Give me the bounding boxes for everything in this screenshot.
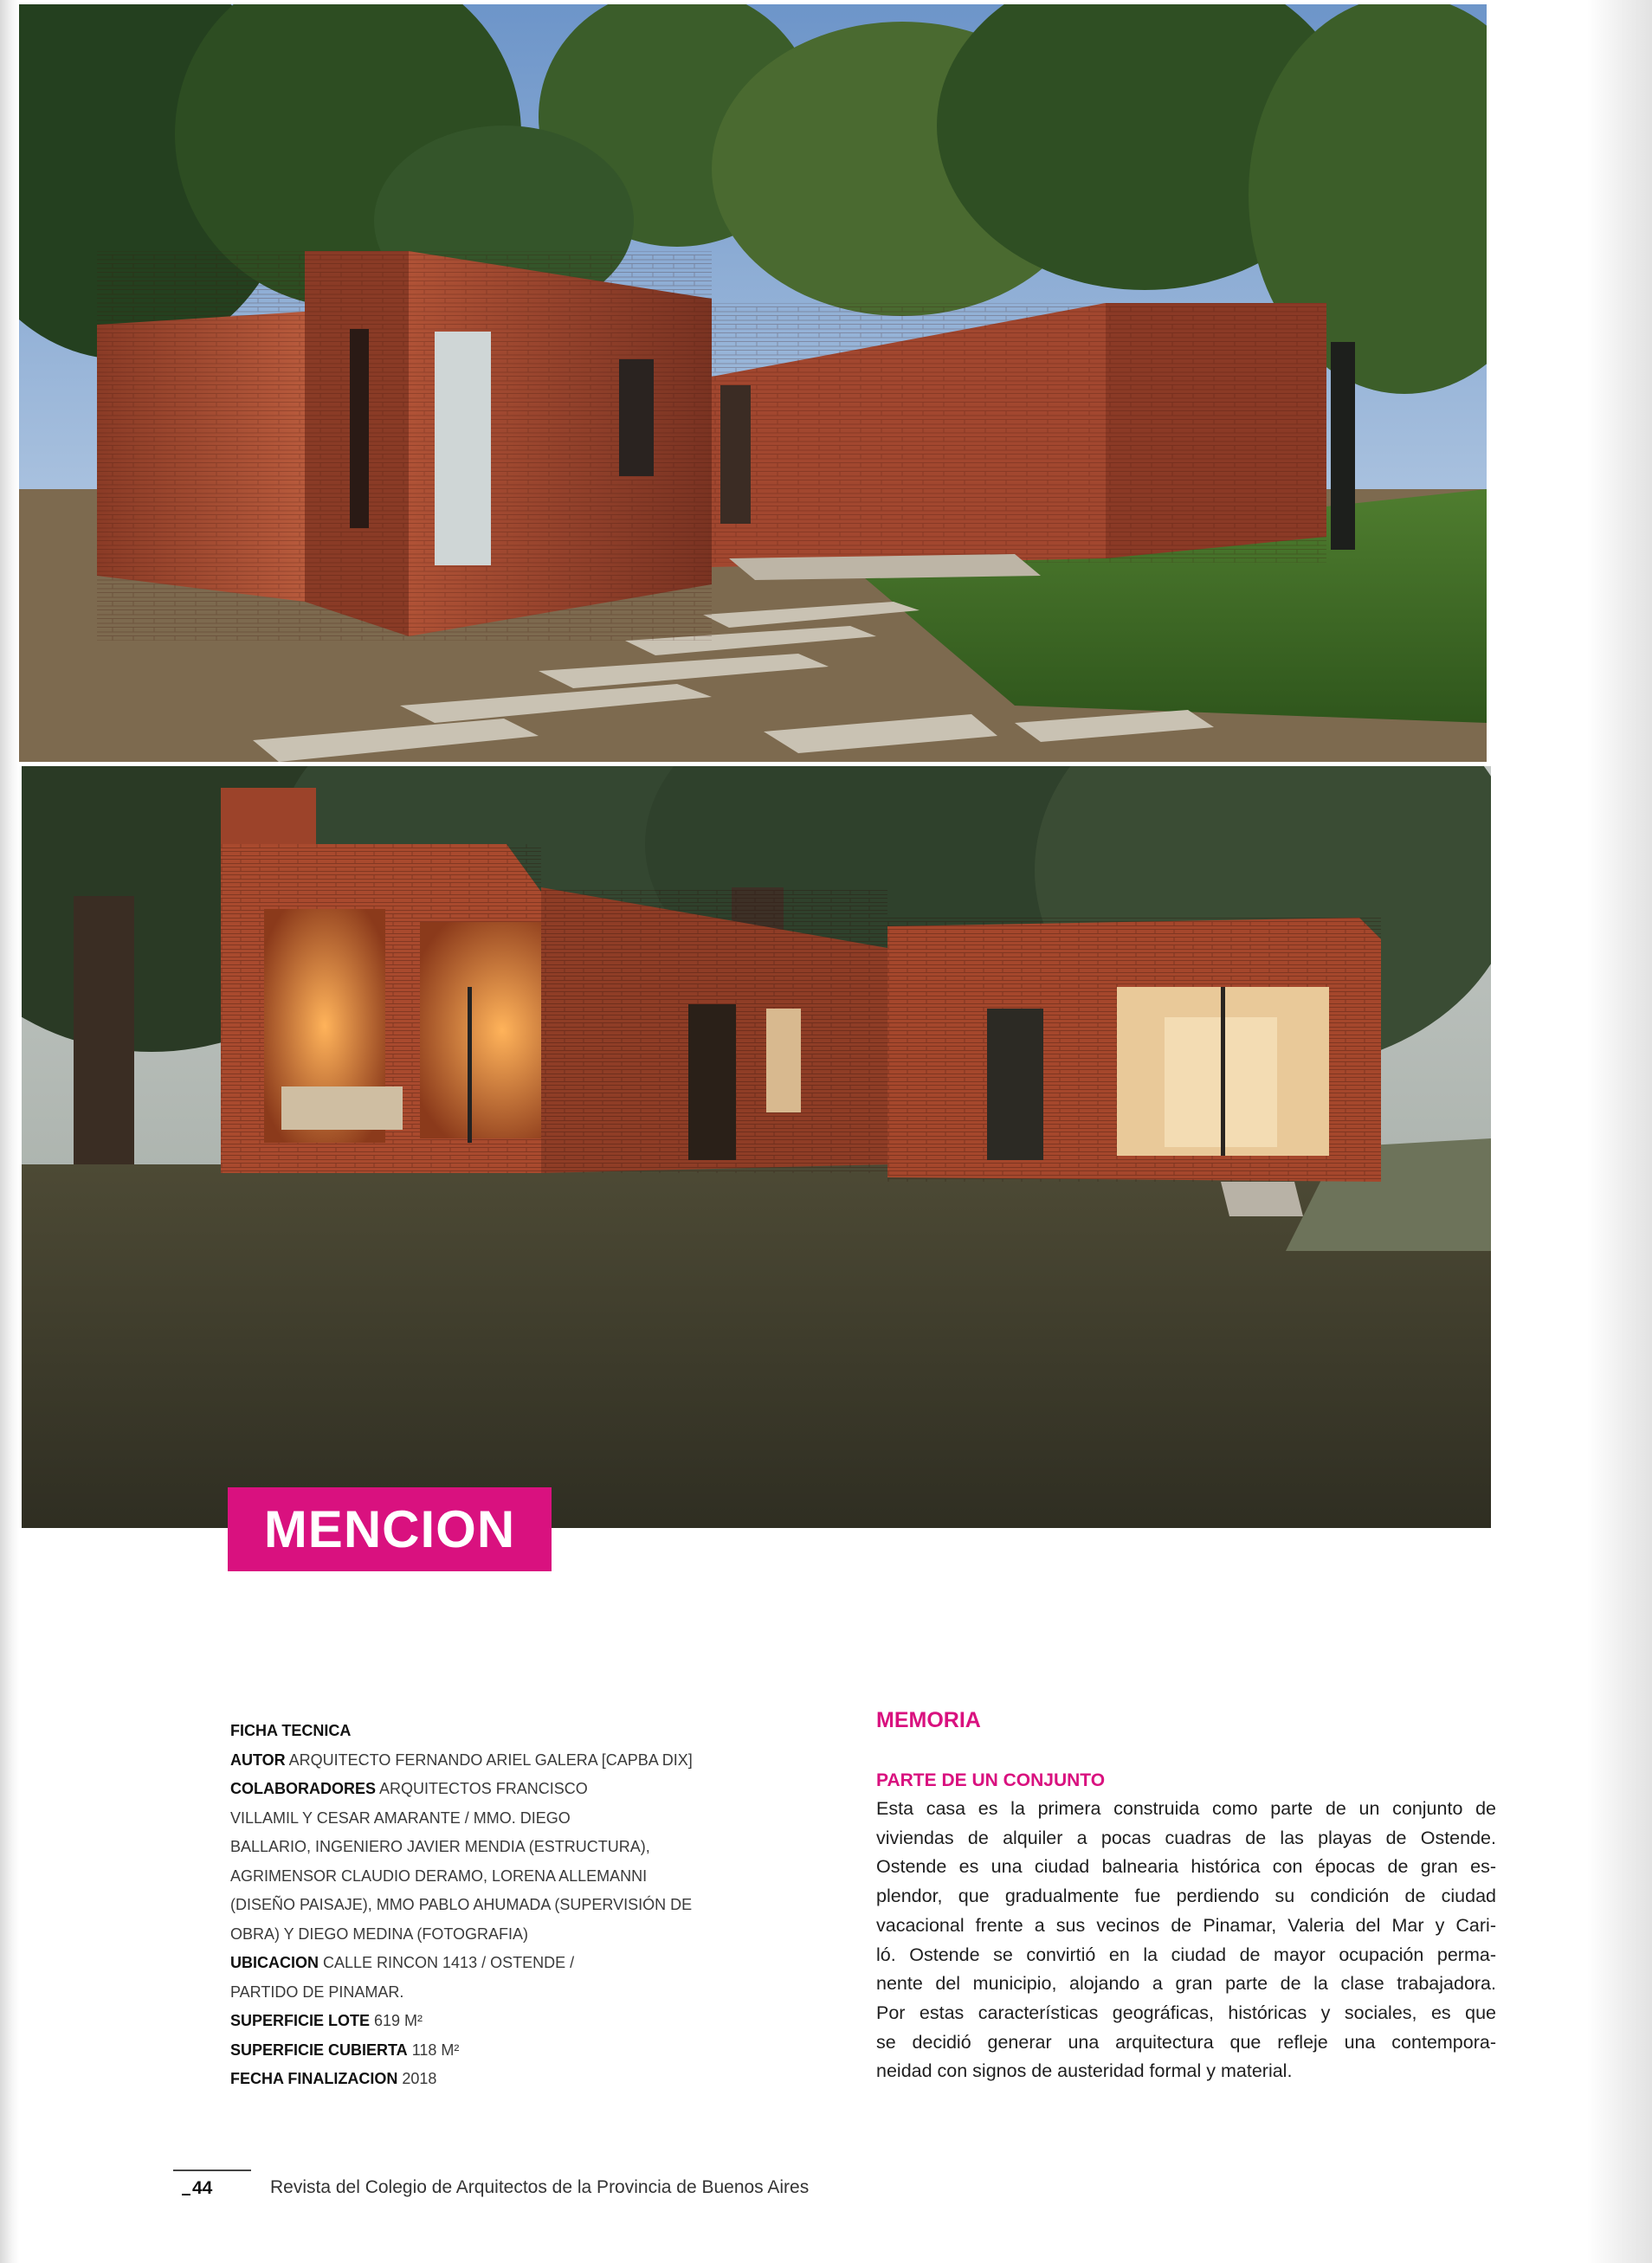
technical-sheet-line: FECHA FINALIZACION 2018 [230,2070,437,2087]
page-number: 44 [192,2178,213,2198]
technical-sheet-line: SUPERFICIE LOTE 619 M² [230,2012,423,2029]
memoria-line: plendor, que gradualmente fue perdiendo su condición de ciudad [876,1886,1496,1907]
memoria-subtitle: PARTE DE UN CONJUNTO [876,1770,1106,1790]
memoria-line: Ostende es una ciudad balnearia histórica con épocas de gran es- [876,1856,1496,1878]
photo-house-daytime-image [19,4,1487,762]
technical-sheet-line: BALLARIO, INGENIERO JAVIER MENDIA (ESTRUCTURA), [230,1838,650,1855]
technical-sheet-line: PARTIDO DE PINAMAR. [230,1983,404,2001]
technical-sheet-line: AGRIMENSOR CLAUDIO DERAMO, LORENA ALLEMANNI [230,1866,648,1885]
footer-rule [173,2170,251,2171]
technical-sheet-heading: FICHA TECNICA [230,1722,352,1739]
memoria-line: nente del municipio, alojando a gran parte de la clase trabajadora. [876,1973,1496,1995]
technical-sheet-line: SUPERFICIE CUBIERTA 118 M² [230,2041,460,2059]
technical-sheet-line: COLABORADORES ARQUITECTOS FRANCISCO [230,1780,588,1797]
memoria-line: vacacional frente a sus vecinos de Pinamar, Valeria del Mar y Cari- [876,1914,1496,1936]
technical-sheet-line: UBICACION CALLE RINCON 1413 / OSTENDE / [230,1954,575,1971]
page-edge-right [1587,0,1652,2263]
memoria-line: Esta casa es la primera construida como parte de un conjunto de [876,1798,1496,1819]
memoria-line: neidad con signos de austeridad formal y material. [876,2060,1293,2082]
photo-house-dusk [22,766,1491,1528]
page-edge-left [0,0,19,2263]
memoria-body [876,1795,1496,2086]
technical-sheet-line: VILLAMIL Y CESAR AMARANTE / MMO. DIEGO [230,1808,571,1827]
memoria-line: Por estas características geográficas, históricas y sociales, es que [876,2002,1496,2023]
photo-house-dusk-image [22,766,1491,1528]
memoria-line: se decidió generar una arquitectura que refleje una contempora- [876,2031,1496,2053]
page-number-mark [182,2194,190,2195]
memoria-line: ló. Ostende se convirtió en la ciudad de mayor ocupación perma- [876,1944,1496,1965]
memoria-line: viviendas de alquiler a pocas cuadras de las playas de Ostende. [876,1827,1496,1848]
award-badge: MENCION [228,1487,552,1571]
technical-sheet-line: (DISEÑO PAISAJE), MMO PABLO AHUMADA (SUPERVISIÓN DE [230,1896,693,1913]
technical-sheet-line: AUTOR ARQUITECTO FERNANDO ARIEL GALERA [CAPBA DIX] [230,1750,693,1769]
technical-sheet [230,1717,698,2094]
technical-sheet-line: OBRA) Y DIEGO MEDINA (FOTOGRAFIA) [230,1925,529,1943]
photo-house-daytime [19,4,1487,762]
memoria-title: MEMORIA [876,1708,981,1732]
footer-publication: Revista del Colegio de Arquitectos de la Provincia de Buenos Aires [270,2177,810,2197]
